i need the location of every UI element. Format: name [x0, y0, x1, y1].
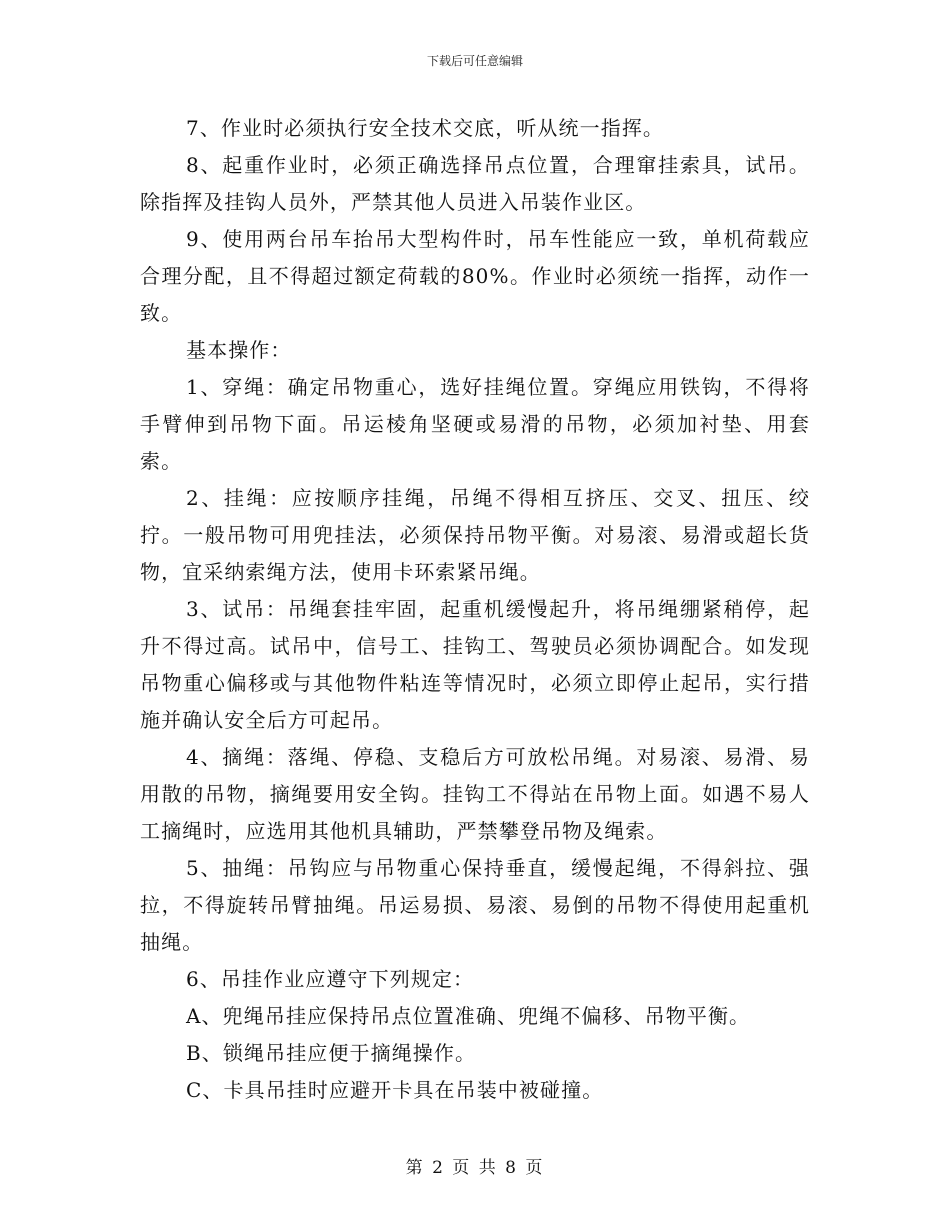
paragraph-rope-pulling: 5、抽绳：吊钩应与吊物重心保持垂直，缓慢起绳，不得斜拉、强拉，不得旋转吊臂抽绳。吊运易损、易滚、易倒的吊物不得使用起重机抽绳。: [140, 856, 810, 954]
paragraph-unhooking: 4、摘绳：落绳、停稳、支稳后方可放松吊绳。对易滚、易滑、易用散的吊物，摘绳要用安全钩。挂钩工不得站在吊物上面。如遇不易人工摘绳时，应选用其他机具辅助，严禁攀登吊物及绳索。: [140, 745, 810, 843]
page-number-footer: 第 2 页 共 8 页: [405, 1158, 545, 1178]
paragraph-rule-b: B、锁绳吊挂应便于摘绳操作。: [186, 1041, 477, 1065]
paragraph-item-9: 9、使用两台吊车抬吊大型构件时，吊车性能应一致，单机荷载应合理分配，且不得超过额定荷载的80%。作业时必须统一指挥，动作一致。: [140, 227, 810, 325]
paragraph-item-8: 8、起重作业时，必须正确选择吊点位置，合理窜挂索具，试吊。除指挥及挂钩人员外，严禁其他人员进入吊装作业区。: [140, 153, 810, 214]
paragraph-rule-c: C、卡具吊挂时应避开卡具在吊装中被碰撞。: [186, 1078, 604, 1102]
paragraph-rule-a: A、兜绳吊挂应保持吊点位置准确、兜绳不偏移、吊物平衡。: [186, 1004, 751, 1028]
paragraph-threading: 1、穿绳：确定吊物重心，选好挂绳位置。穿绳应用铁钩，不得将手臂伸到吊物下面。吊运棱角坚硬或易滑的吊物，必须加衬垫、用套索。: [140, 375, 810, 473]
page-header: 下载后可任意编辑: [426, 54, 523, 68]
paragraph-hanging: 2、挂绳：应按顺序挂绳，吊绳不得相互挤压、交叉、扭压、绞拧。一般吊物可用兜挂法，必须保持吊物平衡。对易滚、易滑或超长货物，宜采纳索绳方法，使用卡环索紧吊绳。: [140, 486, 810, 584]
paragraph-trial-lift: 3、试吊：吊绳套挂牢固，起重机缓慢起升，将吊绳绷紧稍停，起升不得过高。试吊中，信号工、挂钩工、驾驶员必须协调配合。如发现吊物重心偏移或与其他物件粘连等情况时，必须立即停止起吊，实行措施并确认安全后方可起吊。: [140, 597, 810, 732]
document-body: [140, 110, 810, 1109]
paragraph-rules-heading: 6、吊挂作业应遵守下列规定：: [186, 967, 475, 991]
section-heading-basic-operations: 基本操作：: [186, 338, 292, 362]
paragraph-item-7: 7、作业时必须执行安全技术交底，听从统一指挥。: [186, 116, 665, 140]
